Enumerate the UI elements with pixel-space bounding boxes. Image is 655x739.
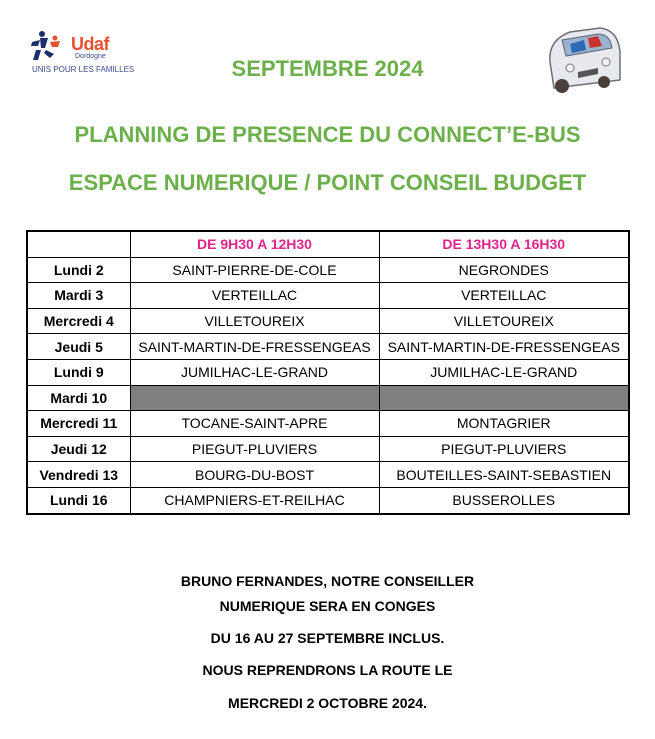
- day-cell: Lundi 2: [27, 257, 130, 283]
- notice-line-1: BRUNO FERNANDES, NOTRE CONSEILLER: [180, 573, 475, 589]
- table-row: [27, 257, 629, 283]
- afternoon-cell-closed: [379, 385, 629, 411]
- morning-cell: VERTEILLAC: [130, 283, 379, 309]
- table-row: [27, 462, 629, 488]
- day-cell: Lundi 16: [27, 487, 130, 513]
- day-cell: Lundi 9: [27, 359, 130, 385]
- table-header-row: [27, 231, 629, 257]
- title-line-2: ESPACE NUMERIQUE / POINT CONSEIL BUDGET: [68, 170, 587, 195]
- table-row: [27, 487, 629, 513]
- header-cell-afternoon: DE 13H30 A 16H30: [379, 231, 629, 257]
- day-cell: Jeudi 12: [27, 436, 130, 462]
- morning-cell: VILLETOUREIX: [130, 308, 379, 334]
- logo-brand: Udaf: [71, 34, 109, 54]
- table-row: [27, 359, 629, 385]
- morning-cell: SAINT-MARTIN-DE-FRESSENGEAS: [130, 334, 379, 360]
- header-cell-morning: DE 9H30 A 12H30: [130, 231, 379, 257]
- table-row: [27, 283, 629, 309]
- logo-region: Dordogne: [75, 53, 106, 60]
- afternoon-cell: BOUTEILLES-SAINT-SEBASTIEN: [379, 462, 629, 488]
- header-cell-day: [27, 231, 130, 257]
- day-cell: Mercredi 11: [27, 411, 130, 437]
- morning-cell: BOURG-DU-BOST: [130, 462, 379, 488]
- afternoon-cell: VERTEILLAC: [379, 283, 629, 309]
- day-cell: Mardi 10: [27, 385, 130, 411]
- afternoon-cell: NEGRONDES: [379, 257, 629, 283]
- afternoon-cell: VILLETOUREIX: [379, 308, 629, 334]
- afternoon-cell: SAINT-MARTIN-DE-FRESSENGEAS: [379, 334, 629, 360]
- morning-cell: TOCANE-SAINT-APRE: [130, 411, 379, 437]
- day-cell: Mercredi 4: [27, 308, 130, 334]
- title-line-1: PLANNING DE PRESENCE DU CONNECT’E-BUS: [74, 122, 581, 147]
- day-cell: Mardi 3: [27, 283, 130, 309]
- morning-cell-closed: [130, 385, 379, 411]
- day-cell: Jeudi 5: [27, 334, 130, 360]
- table-row: [27, 411, 629, 437]
- day-cell: Vendredi 13: [27, 462, 130, 488]
- table-row: [27, 436, 629, 462]
- table-row: [27, 308, 629, 334]
- afternoon-cell: JUMILHAC-LE-GRAND: [379, 359, 629, 385]
- notice-line-3: DU 16 AU 27 SEPTEMBRE INCLUS.: [210, 630, 445, 646]
- notice-line-5: MERCREDI 2 OCTOBRE 2024.: [228, 695, 427, 711]
- table-row: [27, 334, 629, 360]
- afternoon-cell: MONTAGRIER: [379, 411, 629, 437]
- schedule-table: [26, 230, 630, 515]
- notice-line-2: NUMERIQUE SERA EN CONGES: [219, 598, 436, 614]
- afternoon-cell: BUSSEROLLES: [379, 487, 629, 513]
- morning-cell: PIEGUT-PLUVIERS: [130, 436, 379, 462]
- table-row: [27, 385, 629, 411]
- morning-cell: SAINT-PIERRE-DE-COLE: [130, 257, 379, 283]
- afternoon-cell: PIEGUT-PLUVIERS: [379, 436, 629, 462]
- notice-line-4: NOUS REPRENDRONS LA ROUTE LE: [202, 662, 453, 678]
- morning-cell: CHAMPNIERS-ET-REILHAC: [130, 487, 379, 513]
- logo-tagline: UNIS POUR LES FAMILLES: [32, 65, 135, 74]
- month-heading: SEPTEMBRE 2024: [231, 56, 424, 81]
- morning-cell: JUMILHAC-LE-GRAND: [130, 359, 379, 385]
